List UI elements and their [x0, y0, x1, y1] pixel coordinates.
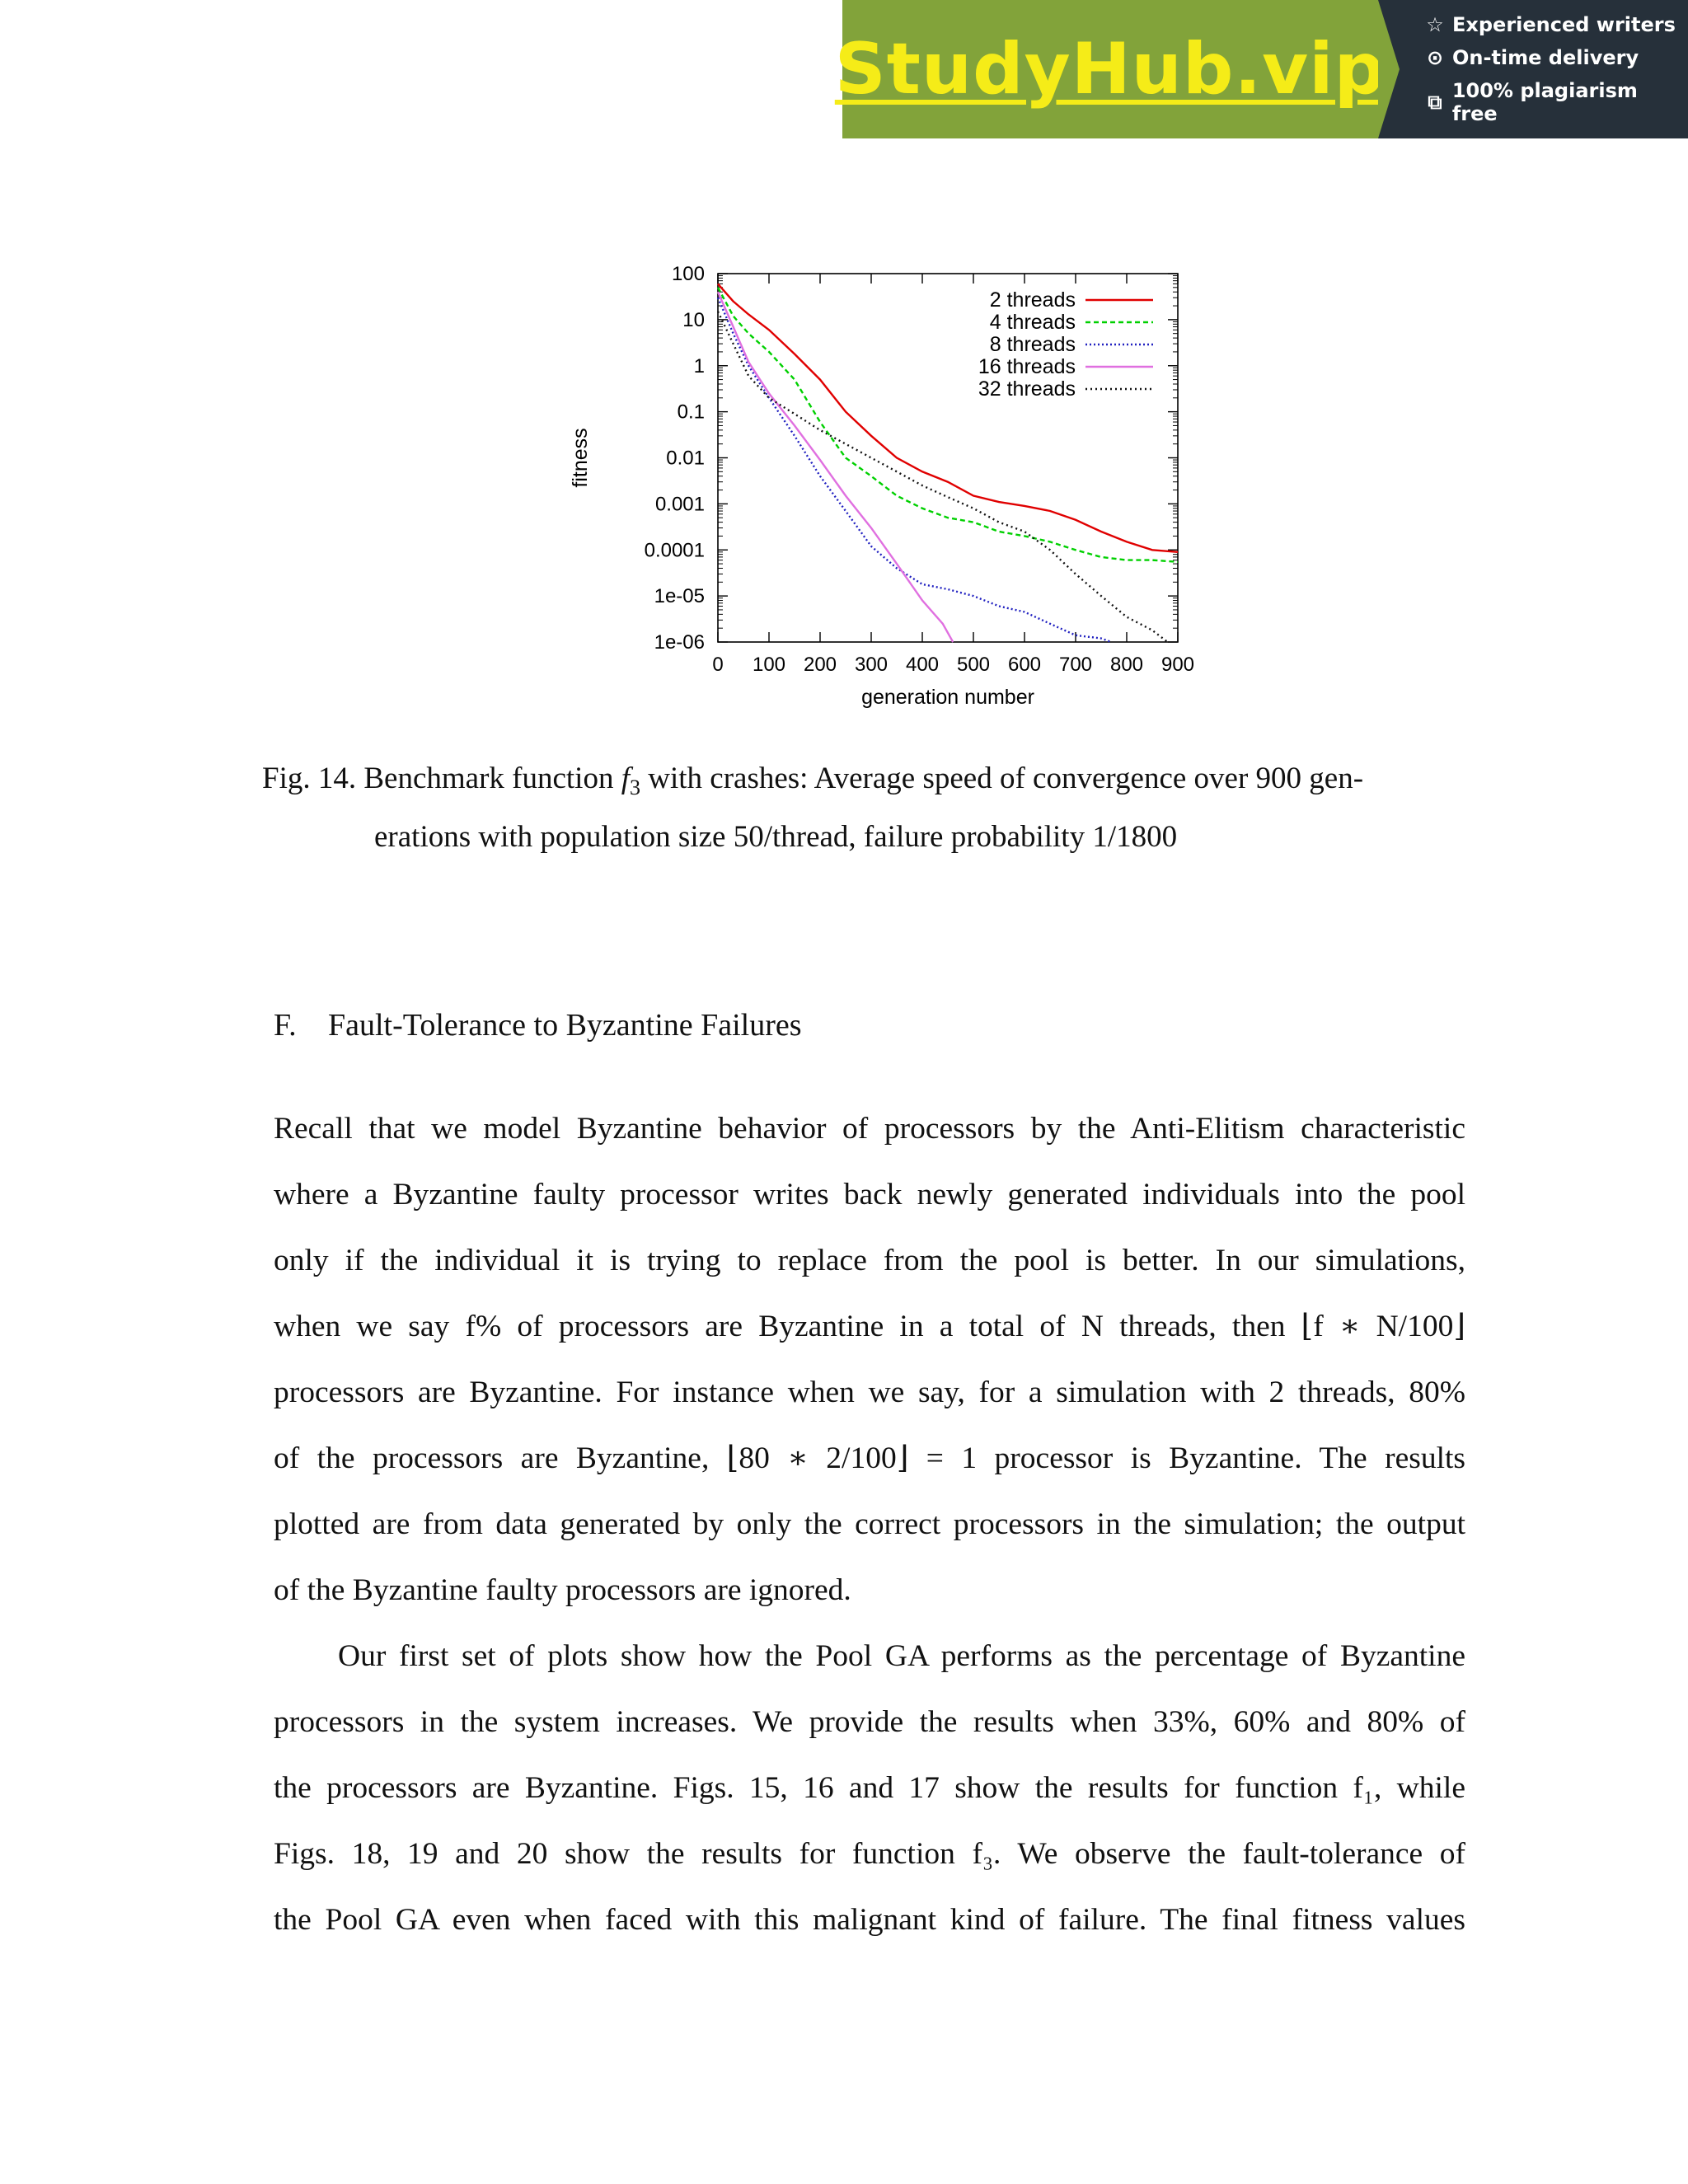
body-text — [274, 1096, 1465, 1953]
x-tick-label: 600 — [1007, 654, 1042, 676]
caption-line-2: erations with population size 50/thread, failure probability 1/1800 — [374, 820, 1178, 854]
banner-features — [1378, 0, 1688, 138]
y-tick-label: 10 — [682, 308, 705, 331]
x-tick-label: 300 — [854, 654, 889, 676]
caption-text: with crashes: Average speed of convergence over 900 gen- — [640, 762, 1364, 795]
section-number: F. — [274, 1008, 297, 1043]
legend-label: 4 threads — [989, 311, 1076, 334]
y-axis-label: fitness — [569, 428, 592, 488]
x-tick-label: 0 — [712, 654, 724, 676]
legend-label: 16 threads — [978, 355, 1076, 378]
series-line — [718, 312, 1168, 642]
studyhub-banner[interactable] — [834, 0, 1688, 138]
text-line: Recall that we model Byzantine behavior of processors by the Anti-Elitism characteristic — [274, 1112, 1465, 1146]
series-line — [718, 292, 953, 642]
paragraph-2 — [274, 1624, 1465, 1953]
feature-label: Experienced writers — [1452, 13, 1676, 36]
legend-label: 2 threads — [989, 288, 1076, 312]
legend-label: 8 threads — [989, 333, 1076, 356]
text-line: of the processors are Byzantine, ⌊80 ∗ 2/100⌋ = 1 processor is Byzantine. The results — [274, 1441, 1465, 1475]
y-tick-label: 0.1 — [677, 401, 705, 424]
text-line: of the Byzantine faulty processors are ignored. — [274, 1573, 851, 1607]
feature-label: 100% plagiarism free — [1451, 79, 1638, 125]
x-tick-label: 200 — [803, 654, 837, 676]
feature-label: On-time delivery — [1452, 46, 1639, 69]
x-tick-label: 900 — [1160, 654, 1195, 676]
text-line: processors in the system increases. We provide the results when 33%, 60% and 80% of — [274, 1705, 1465, 1739]
figure-caption — [262, 754, 1465, 862]
fitness-chart-svg — [544, 255, 1220, 717]
clock-icon: ⊙ — [1426, 46, 1444, 69]
y-tick-label: 0.01 — [666, 447, 705, 470]
logo-text: StudyHub.vip — [834, 28, 1386, 110]
text-line: only if the individual it is trying to replace from the pool is better. In our simulations, — [274, 1244, 1465, 1277]
plot-frame — [718, 274, 1178, 642]
y-tick-label: 1e-05 — [654, 585, 705, 608]
section-heading — [274, 1007, 802, 1043]
x-tick-label: 100 — [752, 654, 786, 676]
fitness-chart — [544, 255, 1220, 717]
feature-plagiarism-free — [1424, 79, 1688, 125]
text-line: Our first set of plots show how the Pool GA performs as the percentage of Byzantine — [338, 1639, 1465, 1673]
text-line: the Pool GA even when faced with this malignant kind of failure. The final fitness values — [274, 1903, 1465, 1937]
caption-function-subscript: 3 — [630, 776, 640, 799]
text-line: the processors are Byzantine. Figs. 15, 16 and 17 show the results for function f₁, while — [274, 1771, 1465, 1805]
y-tick-label: 1 — [693, 354, 705, 377]
copy-icon: ⧉ — [1428, 91, 1442, 114]
studyhub-logo[interactable] — [834, 0, 1386, 138]
text-line: processors are Byzantine. For instance when we say, for a simulation with 2 threads, 80% — [274, 1376, 1465, 1409]
paragraph-1 — [274, 1096, 1465, 1624]
legend-label: 32 threads — [978, 377, 1076, 401]
x-tick-label: 800 — [1109, 654, 1144, 676]
x-tick-label: 700 — [1058, 654, 1093, 676]
feature-on-time-delivery — [1424, 46, 1688, 69]
section-title: Fault-Tolerance to Byzantine Failures — [328, 1008, 802, 1043]
caption-function — [621, 762, 640, 799]
x-axis-label: generation number — [861, 686, 1034, 709]
text-line: plotted are from data generated by only the correct processors in the simulation; the output — [274, 1507, 1465, 1541]
y-tick-label: 0.001 — [654, 493, 705, 516]
feature-experienced-writers — [1424, 13, 1688, 36]
caption-function-symbol: f — [621, 762, 630, 795]
y-tick-label: 1e-06 — [654, 631, 705, 654]
text-line: where a Byzantine faulty processor writes back newly generated individuals into the pool — [274, 1178, 1465, 1212]
series-line — [718, 284, 1178, 551]
caption-text: Fig. 14. Benchmark function — [262, 762, 621, 795]
y-tick-label: 0.0001 — [644, 539, 705, 562]
text-line: when we say f% of processors are Byzantine in a total of N threads, then ⌊f ∗ N/100⌋ — [274, 1310, 1465, 1343]
caption-line-1 — [262, 754, 1465, 813]
star-icon: ☆ — [1426, 13, 1444, 36]
x-tick-label: 400 — [905, 654, 940, 676]
y-tick-label: 100 — [671, 263, 705, 285]
text-line: Figs. 18, 19 and 20 show the results for function f₃. We observe the fault-tolerance of — [274, 1837, 1465, 1871]
banner-arrow-shape — [1378, 0, 1400, 138]
x-tick-label: 500 — [956, 654, 991, 676]
